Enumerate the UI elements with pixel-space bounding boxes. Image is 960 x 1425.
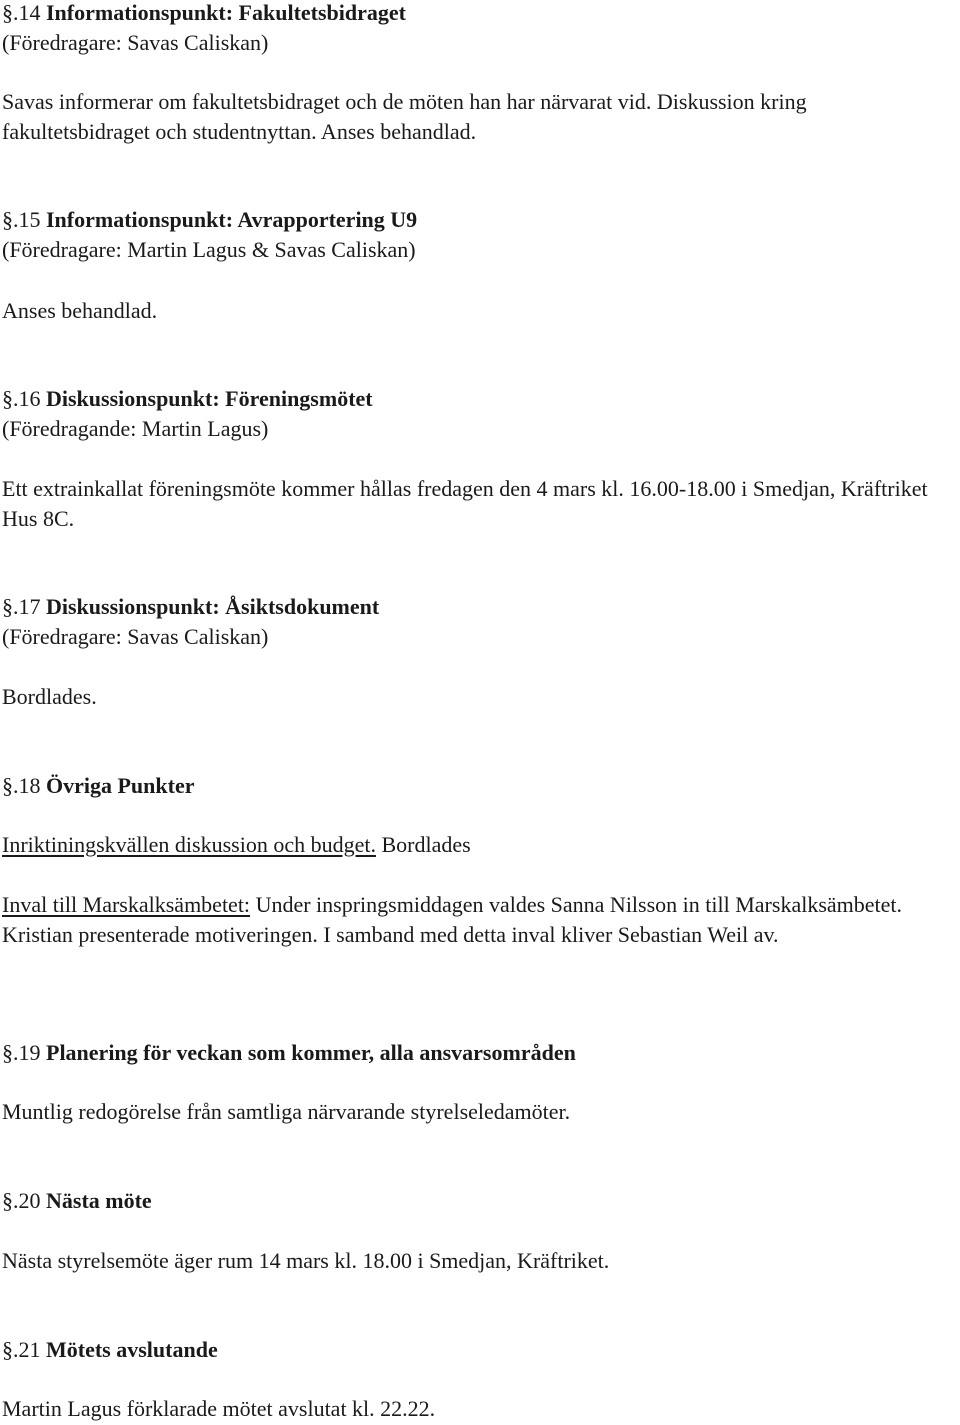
section-20 xyxy=(2,1186,956,1216)
section-18-item-2-text: Under inspringsmiddagen valdes Sanna Nilsson in till Marskalksämbetet. Kristian presenterade motiveringen. I samband med detta inval kliver Sebastian Weil av. xyxy=(2,892,903,947)
section-18-item-1-label: Inriktiningskvällen diskussion och budget. xyxy=(2,832,376,857)
section-19-heading xyxy=(2,1038,956,1068)
section-14 xyxy=(2,0,956,58)
section-15-title: Informationspunkt: Avrapportering U9 xyxy=(46,207,418,232)
section-16-heading xyxy=(2,384,956,414)
section-16-title: Diskussionspunkt: Föreningsmötet xyxy=(46,386,373,411)
section-14-body: Savas informerar om fakultetsbidraget och de möten han har närvarat vid. Diskussion kring fakultetsbidraget och studentnyttan. Anses behandlad. xyxy=(2,89,807,144)
section-17-heading xyxy=(2,592,956,622)
section-18-item-1-text: Bordlades xyxy=(375,832,471,857)
section-14-presenter: (Föredragare: Savas Caliskan) xyxy=(2,30,269,55)
section-21-heading xyxy=(2,1335,956,1365)
section-17-presenter: (Föredragare: Savas Caliskan) xyxy=(2,624,269,649)
section-16-body: Ett extrainkallat föreningsmöte kommer hållas fredagen den 4 mars kl. 16.00-18.00 i Smedjan, Kräftriket Hus 8C. xyxy=(2,476,928,531)
section-19-body: Muntlig redogörelse från samtliga närvarande styrelseledamöter. xyxy=(2,1099,571,1124)
section-15-body: Anses behandlad. xyxy=(2,298,158,323)
section-21-body: Martin Lagus förklarade mötet avslutat kl. 22.22. xyxy=(2,1396,436,1421)
section-19 xyxy=(2,1038,956,1068)
section-15-heading xyxy=(2,205,956,235)
section-21-title: Mötets avslutande xyxy=(46,1337,218,1362)
section-20-body: Nästa styrelsemöte äger rum 14 mars kl. 18.00 i Smedjan, Kräftriket. xyxy=(2,1248,610,1273)
section-15-number: §.15 xyxy=(2,207,41,232)
section-21 xyxy=(2,1335,956,1365)
section-18-item-1 xyxy=(2,830,956,860)
section-18-item-2-label: Inval till Marskalksämbetet: xyxy=(2,892,251,917)
section-18-heading xyxy=(2,771,956,801)
section-18-item-2 xyxy=(2,890,956,950)
section-17-body: Bordlades. xyxy=(2,684,97,709)
section-19-title: Planering för veckan som kommer, alla ansvarsområden xyxy=(46,1040,576,1065)
section-18 xyxy=(2,771,956,801)
section-19-number: §.19 xyxy=(2,1040,41,1065)
section-17 xyxy=(2,592,956,652)
section-15-presenter: (Föredragare: Martin Lagus & Savas Caliskan) xyxy=(2,237,416,262)
section-16 xyxy=(2,384,956,444)
section-18-title: Övriga Punkter xyxy=(46,773,195,798)
section-20-number: §.20 xyxy=(2,1188,41,1213)
section-15 xyxy=(2,205,956,265)
section-14-title: Informationspunkt: Fakultetsbidraget xyxy=(46,0,406,25)
section-16-presenter: (Föredragande: Martin Lagus) xyxy=(2,416,269,441)
section-20-heading xyxy=(2,1186,956,1216)
section-18-number: §.18 xyxy=(2,773,41,798)
section-14-number: §.14 xyxy=(2,0,41,25)
section-17-number: §.17 xyxy=(2,594,41,619)
section-14-heading xyxy=(2,0,956,28)
section-17-title: Diskussionspunkt: Åsiktsdokument xyxy=(46,594,380,619)
section-21-number: §.21 xyxy=(2,1337,41,1362)
section-20-title: Nästa möte xyxy=(46,1188,152,1213)
section-16-number: §.16 xyxy=(2,386,41,411)
